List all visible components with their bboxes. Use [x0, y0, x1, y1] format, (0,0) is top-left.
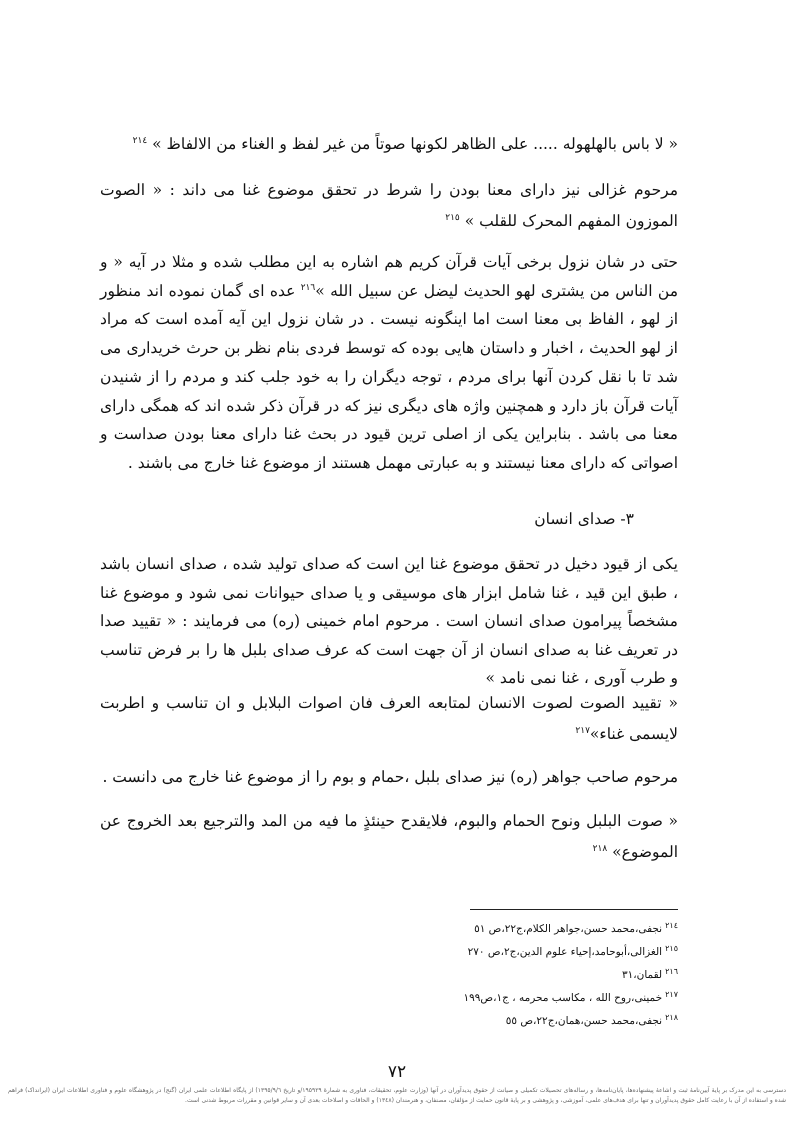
footnote-number: ٢١٥	[665, 943, 678, 953]
footnote-number: ٢١٦	[665, 966, 678, 976]
paragraph-text: مرحوم صاحب جواهر (ره) نیز صدای بلبل ،حمام و بوم را از موضوع غنا خارج می دانست .	[102, 768, 678, 786]
paragraph-text-tail: عده ای گمان نموده اند منظور از لهو ، الفاظ بی معنا است اما اینگونه نیست . در شان نزول این آیه آمده است که مراد از لهو الحدیث ، اخبار و داستان هایی بوده که توسط فردی بنام نظر بن حرث خریداری می شد تا با نقل کردن آنها برای مردم ، توجه دیگران را به خود جلب کند و مردم را از شنیدن آیات قرآن باز دارد و همچنین واژه های دیگری نیز که در قرآن ذکر شده اند که همگی دارای معنا می باشد . بنابراین یکی از اصلی ترین قیود در بحث غنا دارای معنا بودن صداست و اصواتی که دارای معنا نیستند و به عبارتی مهمل هستند از موضوع غنا خارج می باشند .	[100, 281, 678, 472]
footnote-number: ٢١٧	[665, 989, 678, 999]
body-paragraph-human-voice	[100, 550, 678, 693]
footnote-item	[400, 941, 678, 964]
paragraph-text: حتی در شان نزول برخی آیات قرآن کریم هم اشاره به این مطلب شده و مثلا در آیه « و من الناس من یشتری لهو الحدیث لیضل عن سبیل الله »	[100, 253, 678, 300]
quote-paragraph-1	[100, 130, 678, 158]
footnote-ref: ٢١٨	[592, 843, 608, 854]
body-paragraph-quran	[100, 248, 678, 478]
footnote-item	[400, 1010, 678, 1033]
quote-paragraph-khomeini	[100, 688, 678, 750]
footnote-ref: ٢١٤	[132, 135, 148, 146]
footnote-text: الغزالی،أبوحامد،إحیاء علوم الدین،ج٢،ص ٢٧٠	[467, 946, 663, 958]
body-paragraph-jawaher	[100, 763, 678, 791]
paragraph-text: « لا باس بالهلهوله ..... علی الظاهر لکونها صوتاً من غیر لفظ و الغناء من الالفاظ »	[147, 135, 678, 153]
footnote-ref: ٢١٧	[575, 725, 590, 736]
footnote-number: ٢١٤	[665, 920, 678, 930]
footnote-text: خمینی،روح الله ، مکاسب محرمه ، ج١،ص١٩٩	[463, 992, 663, 1004]
footnote-text: لقمان،٣١	[621, 969, 663, 981]
footnote-ref: ٢١٥	[445, 212, 460, 223]
footnotes	[400, 918, 678, 1033]
footnote-text: نجفی،محمد حسن،جواهر الکلام،ج٢٢،ص ٥١	[474, 923, 663, 935]
footnote-number: ٢١٨	[665, 1012, 678, 1022]
paragraph-text: مرحوم غزالی نیز دارای معنا بودن را شرط در تحقق موضوع غنا می داند : « الصوت الموزون المفهم المحرک للقلب »	[100, 181, 678, 230]
footnote-text: نجفی،محمد حسن،همان،ج٢٢،ص ٥٥	[505, 1015, 663, 1027]
section-heading: ٣- صدای انسان	[534, 510, 634, 528]
footnote-item	[400, 987, 678, 1010]
footnote-ref: ٢١٦	[300, 282, 316, 293]
footnote-divider	[470, 909, 678, 910]
quote-paragraph-jawaher	[100, 806, 678, 868]
paragraph-text: « صوت البلبل ونوح الحمام والبوم، فلایقدح حینئذٍ ما فیه من المد والترجیع بعد الخروج عن الموضوع»	[100, 812, 678, 861]
footnote-item	[400, 964, 678, 987]
page-number: ٧٢	[387, 1062, 407, 1082]
paragraph-text: « تقیید الصوت لصوت الانسان لمتابعه العرف فان اصوات البلابل و ان تناسب و اطربت لایسمی غناء»	[100, 694, 678, 743]
paragraph-text: یکی از قیود دخیل در تحقق موضوع غنا این است که صدای تولید شده ، صدای انسان باشد ، طبق این قید ، غنا شامل ابزار های موسیقی و یا صدای حیوانات نمی شود و موضوع غنا مشخصاً پیرامون صدای انسان است . مرحوم امام خمینی (ره) می فرمایند : « تقیید صدا در تعریف غنا به صدای انسان از آن جهت است که عرف صدای بلبل ها را بر فرض تناسب و طرب آوری ، غنا نمی نامد »	[100, 555, 678, 687]
footnote-item	[400, 918, 678, 941]
body-paragraph-ghazali	[100, 175, 678, 237]
copyright-disclaimer: دسترسی به این مدرک بر پایهٔ آیین‌نامهٔ ثبت و اشاعهٔ پیشنهاده‌ها، پایان‌نامه‌ها، و رساله‌های تحصیلات تکمیلی و صیانت از حقوق پدیدآوران در آنها (وزارت علوم، تحقیقات، فناوری به شمارهٔ ١٩٥٩٢٩/و تاریخ ١٣٩٥/٩/٦) از پایگاه اطلاعات علمی ایران (گنج) در پژوهشگاه علوم و فناوری اطلاعات ایران (ایرانداک) فراهم شده و استفاده از آن با رعایت کامل حقوق پدیدآوران و تنها برای هدف‌های علمی، آموزشی، و پژوهشی و بر پایهٔ قانون حمایت از مؤلفان، مصنفان، و هنرمندان (١٣٤٨) و الحاقات و اصلاحات بعدی آن و سایر قوانین و مقررات مربوط شدنی است.	[8, 1087, 786, 1104]
